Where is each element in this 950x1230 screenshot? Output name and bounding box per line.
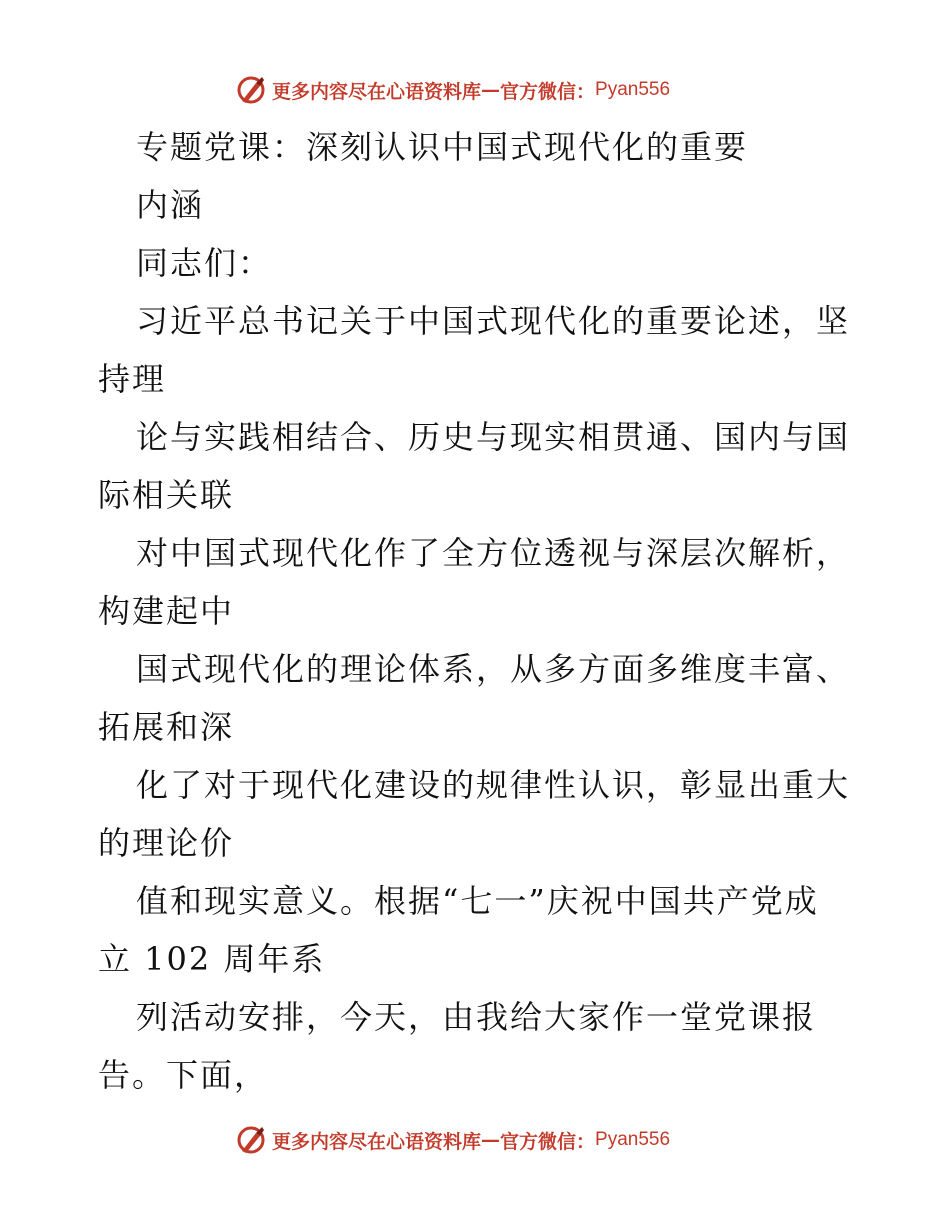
paragraph-line: 的理论价 — [98, 824, 235, 862]
paragraph-line: 告。下面， — [98, 1056, 269, 1094]
header-banner — [236, 70, 716, 110]
paragraph-line: 持理 — [98, 360, 167, 398]
paragraph-line: 化了对于现代化建设的规律性认识，彰显出重大 — [136, 766, 851, 804]
paragraph-line: 论与实践相结合、历史与现实相贯通、国内与国 — [136, 418, 851, 456]
banner-wechat-label: 官方微信： — [500, 1130, 596, 1153]
title-line-1: 专题党课：深刻认识中国式现代化的重要 — [136, 128, 749, 166]
paragraph-line: 拓展和深 — [98, 708, 235, 746]
banner-dash: — — [481, 1129, 501, 1151]
footer-banner — [236, 1120, 716, 1160]
document-body — [98, 118, 858, 1104]
title-line-2: 内涵 — [136, 186, 205, 224]
pen-logo-icon — [236, 1125, 266, 1155]
paragraph-line: 国式现代化的理论体系，从多方面多维度丰富、 — [136, 650, 851, 688]
banner-wechat-id: Pyan556 — [595, 79, 671, 100]
banner-dash: — — [481, 79, 501, 101]
paragraph-line: 构建起中 — [98, 592, 235, 630]
paragraph-line: 对中国式现代化作了全方位透视与深层次解析， — [136, 534, 851, 572]
paragraph-line: 际相关联 — [98, 476, 235, 514]
banner-site-text: 更多内容尽在心语资料库 — [272, 1130, 482, 1153]
greeting-line: 同志们： — [136, 244, 273, 282]
paragraph-line: 立 102 周年系 — [98, 940, 326, 978]
paragraph-line: 习近平总书记关于中国式现代化的重要论述，坚 — [136, 302, 851, 340]
banner-wechat-label: 官方微信： — [500, 80, 596, 103]
paragraph-line: 列活动安排，今天，由我给大家作一堂党课报 — [136, 998, 817, 1036]
banner-wechat-id: Pyan556 — [595, 1129, 671, 1150]
pen-logo-icon — [236, 75, 266, 105]
banner-site-text: 更多内容尽在心语资料库 — [272, 80, 482, 103]
paragraph-line: 值和现实意义。根据“七一”庆祝中国共产党成 — [136, 882, 819, 920]
